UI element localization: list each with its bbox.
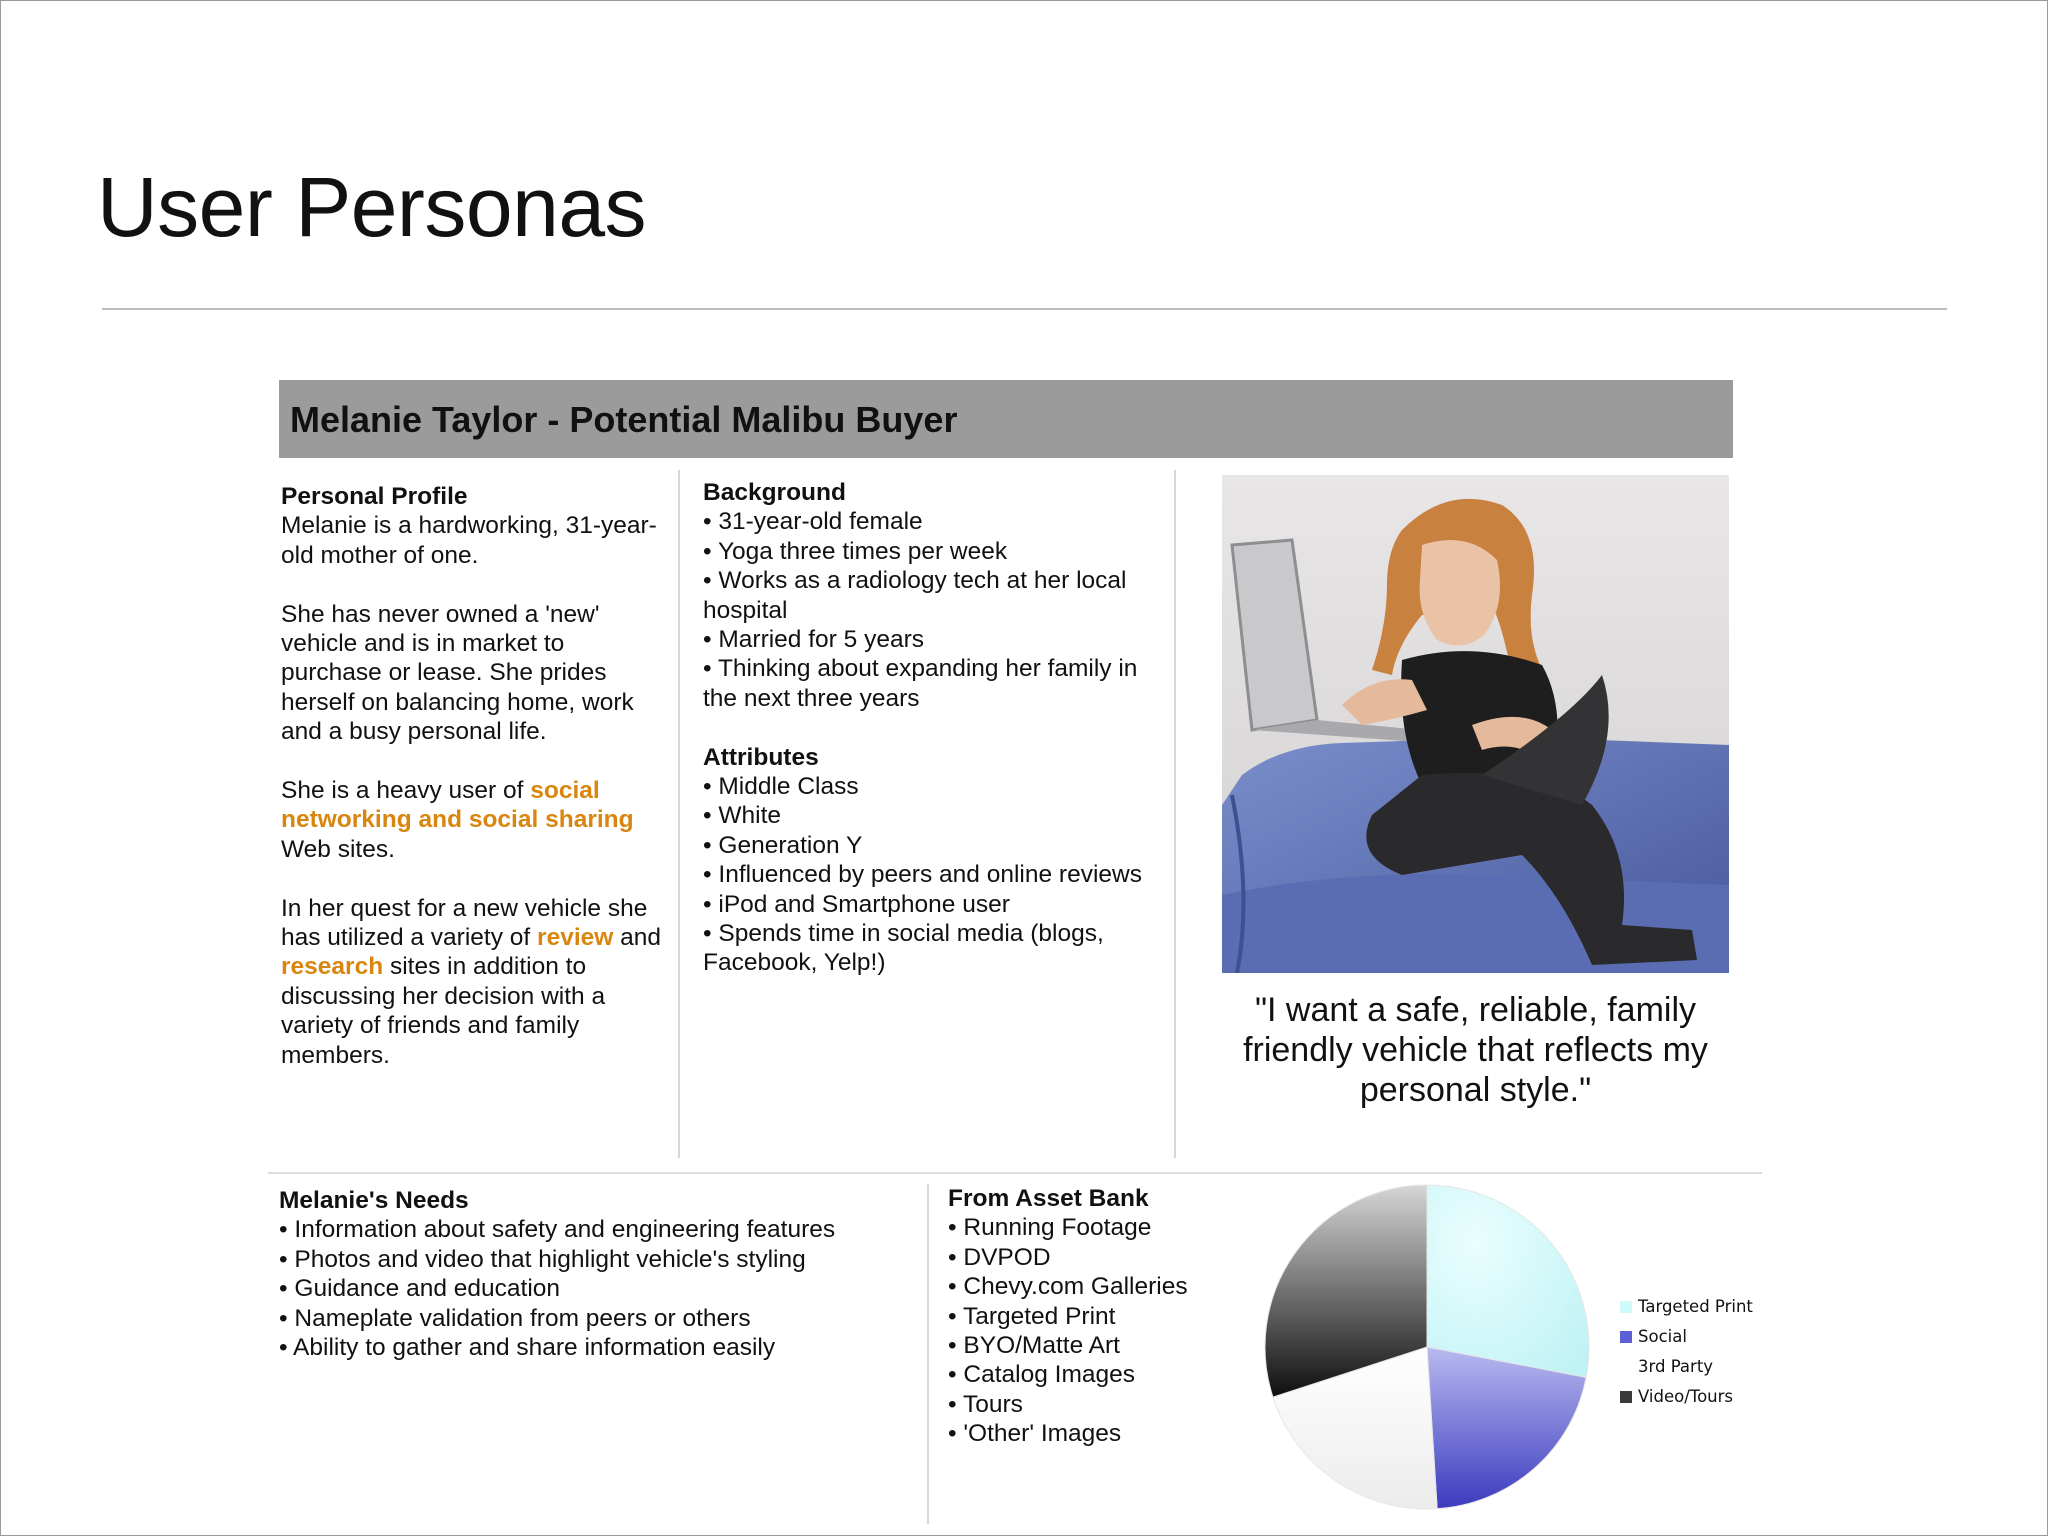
list-item: • Nameplate validation from peers or others <box>279 1304 751 1332</box>
profile-paragraph: Melanie is a hardworking, 31-year-old mother of one. <box>281 512 657 569</box>
list-item: • Tours <box>948 1390 1023 1418</box>
legend-item <box>1620 1352 1753 1382</box>
legend-label: Video/Tours <box>1638 1387 1733 1406</box>
list-item: • Generation Y <box>703 831 863 859</box>
asset-pie-chart <box>1262 1182 1592 1512</box>
list-item: • Catalog Images <box>948 1361 1135 1389</box>
list-item: • Ability to gather and share information easily <box>279 1334 776 1362</box>
personal-profile <box>281 482 666 1070</box>
profile-paragraph <box>281 894 666 1070</box>
profile-text: Web sites. <box>281 835 395 863</box>
highlight-social-networking: social networking and social sharing <box>281 777 634 834</box>
page-title: User Personas <box>97 160 647 254</box>
column-divider <box>678 470 680 1158</box>
list-item: • BYO/Matte Art <box>948 1332 1120 1360</box>
needs-list <box>279 1215 919 1362</box>
profile-paragraph <box>281 776 666 864</box>
persona-photo <box>1222 475 1729 973</box>
legend-swatch <box>1620 1361 1632 1373</box>
attributes-list <box>703 772 1173 978</box>
pie-slice-targeted-print <box>1427 1185 1589 1377</box>
list-item: • DVPOD <box>948 1243 1051 1271</box>
asset-bank-section <box>948 1184 1248 1449</box>
list-item: • Spends time in social media (blogs, Facebook, Yelp!) <box>703 920 1104 977</box>
profile-text: She is a heavy user of <box>281 777 531 805</box>
list-item: • Chevy.com Galleries <box>948 1273 1188 1301</box>
legend-item <box>1620 1292 1753 1322</box>
legend-label: Social <box>1638 1327 1687 1346</box>
legend-item <box>1620 1322 1753 1352</box>
legend-item <box>1620 1382 1753 1412</box>
legend-swatch <box>1620 1301 1632 1313</box>
legend-swatch <box>1620 1391 1632 1403</box>
section-divider <box>268 1172 1762 1174</box>
background-list <box>703 507 1173 713</box>
highlight-review: review <box>537 924 614 952</box>
asset-bank-list <box>948 1213 1248 1448</box>
profile-text: and <box>613 924 661 952</box>
legend-swatch <box>1620 1331 1632 1343</box>
list-item: • White <box>703 802 782 830</box>
list-item: • Middle Class <box>703 773 859 801</box>
persona-quote: "I want a safe, reliable, family friendly vehicle that reflects my personal style." <box>1243 991 1708 1109</box>
profile-text: In her quest for a new vehicle she has utilized a variety of <box>281 894 648 952</box>
needs-heading: Melanie's Needs <box>279 1187 469 1214</box>
list-item: • Targeted Print <box>948 1302 1116 1330</box>
column-divider <box>927 1184 929 1524</box>
list-item: • 31-year-old female <box>703 508 923 536</box>
list-item: • Guidance and education <box>279 1275 561 1303</box>
legend-label: Targeted Print <box>1638 1297 1753 1316</box>
personal-profile-heading: Personal Profile <box>281 483 468 510</box>
pie-legend <box>1620 1292 1753 1412</box>
legend-label: 3rd Party <box>1638 1357 1714 1376</box>
list-item: • Influenced by peers and online reviews <box>703 861 1142 889</box>
column-divider <box>1174 470 1176 1158</box>
list-item: • Thinking about expanding her family in the next three years <box>703 655 1138 712</box>
profile-text: sites in addition to discussing her decision with a variety of friends and family members. <box>281 953 606 1069</box>
profile-paragraph: She has never owned a 'new' vehicle and is in market to purchase or lease. She prides herself on balancing home, work and a busy personal life. <box>281 600 634 746</box>
background-attributes <box>703 478 1173 978</box>
needs-section <box>279 1186 919 1362</box>
persona-name: Melanie Taylor - Potential Malibu Buyer <box>290 399 958 440</box>
list-item: • Married for 5 years <box>703 626 924 654</box>
attributes-heading: Attributes <box>703 743 819 771</box>
highlight-research: research <box>281 953 384 981</box>
list-item: • Yoga three times per week <box>703 537 1008 565</box>
list-item: • Photos and video that highlight vehicle's styling <box>279 1245 806 1273</box>
list-item: • Information about safety and engineering features <box>279 1216 836 1244</box>
list-item: • Works as a radiology tech at her local hospital <box>703 567 1127 624</box>
asset-bank-heading: From Asset Bank <box>948 1185 1149 1212</box>
list-item: • 'Other' Images <box>948 1420 1122 1448</box>
title-divider <box>102 308 1947 310</box>
list-item: • Running Footage <box>948 1214 1152 1242</box>
background-heading: Background <box>703 479 846 506</box>
list-item: • iPod and Smartphone user <box>703 890 1010 918</box>
